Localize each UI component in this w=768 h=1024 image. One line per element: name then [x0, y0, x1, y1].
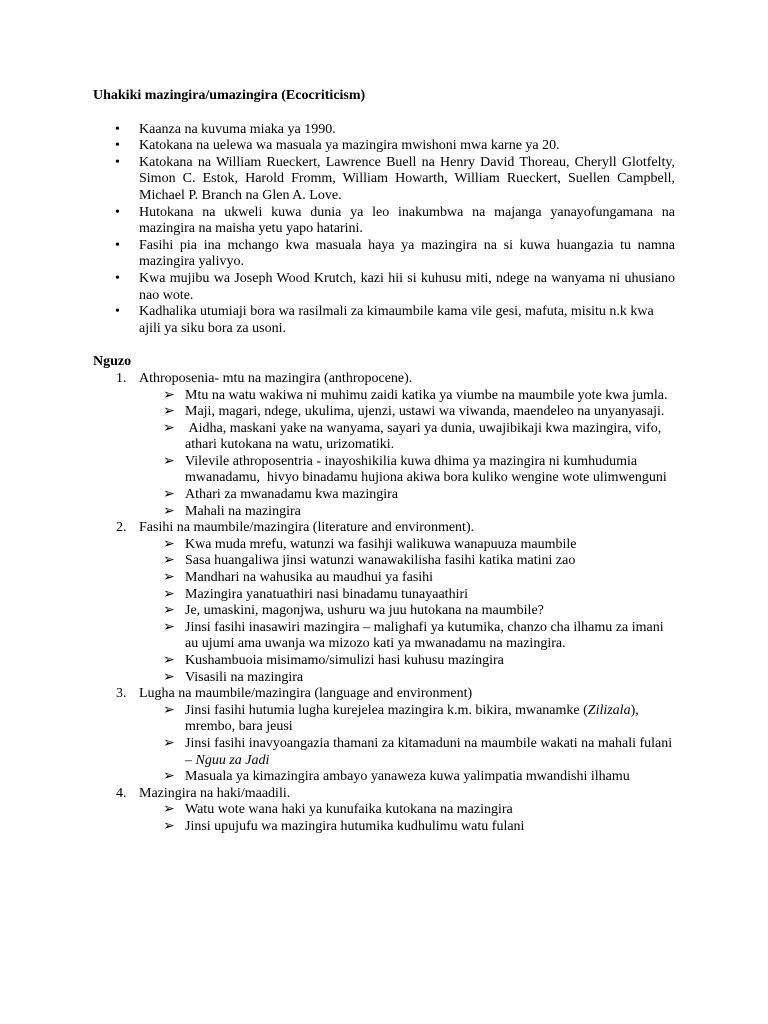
arrow-bullet-icon: ➢	[163, 553, 175, 569]
sub-list	[93, 537, 675, 686]
bullet-icon: •	[115, 121, 120, 137]
arrow-bullet-icon: ➢	[163, 586, 175, 602]
sub-list	[93, 388, 675, 521]
document-body	[93, 88, 675, 836]
sub-item: ➢ Jinsi fasihi inavyoangazia thamani za kitamaduni na maumbile wakati na mahali fulani – Nguu za Jadi	[163, 735, 676, 768]
arrow-bullet-icon: ➢	[163, 653, 175, 668]
arrow-bullet-icon: ➢	[163, 387, 175, 403]
bullet-icon: •	[115, 138, 120, 154]
sub-list	[93, 802, 675, 835]
item-heading: Athroposenia- mtu na mazingira (anthropocene).	[139, 370, 413, 386]
item-number: 3.	[116, 686, 127, 702]
sub-item: ➢ Jinsi fasihi inasawiri mazingira – malighafi ya kutumika, chanzo cha ilhamu za imani au ujumi ama uwanja wa mizozo kati ya mwanadamu na mazingira.	[163, 619, 664, 652]
bullet-item: • Kwa mujibu wa Joseph Wood Krutch, kazi hii si kuhusu miti, ndege na wanyama ni uhusiano nao wote.	[115, 270, 675, 303]
sub-item: ➢ Kwa muda mrefu, watunzi wa fasihji walikuwa wanapuuza maumbile	[163, 536, 577, 552]
bullet-icon: •	[115, 270, 120, 286]
numbered-item	[93, 786, 675, 803]
arrow-bullet-icon: ➢	[163, 603, 175, 619]
sub-list	[93, 703, 675, 786]
arrow-bullet-icon: ➢	[163, 735, 175, 751]
arrow-bullet-icon: ➢	[163, 453, 175, 469]
bullet-item: • Katokana na William Rueckert, Lawrence Buell na Henry David Thoreau, Cheryll Glotfelty, Simon C. Estok, Harold Fromm, William Howarth, William Rueckert, Suellen Campbell, Michael P. Branch na Glen A. Love.	[115, 154, 675, 203]
sub-item: ➢ Visasili na mazingira	[163, 669, 304, 685]
bullet-item: • Katokana na uelewa wa masuala ya mazingira mwishoni mwa karne ya 20.	[115, 138, 560, 154]
sub-item: ➢ Vilevile athroposentria - inayoshikilia kuwa dhima ya mazingira ni kumhudumia mwanadamu, hivyo binadamu hujiona akiwa bora kuliko wengine wote ulimwenguni	[163, 453, 667, 486]
item-number: 1.	[116, 370, 127, 386]
arrow-bullet-icon: ➢	[163, 487, 175, 503]
sub-item: ➢ Sasa huangaliwa jinsi watunzi wanawakilisha fasihi katika matini zao	[163, 553, 576, 569]
bullet-item: • Kadhalika utumiaji bora wa rasilmali za kimaumbile kama vile gesi, mafuta, misitu n.k kwa ajili ya siku bora za usoni.	[115, 304, 654, 336]
sub-item: ➢ Mtu na watu wakiwa ni muhimu zaidi katika ya viumbe na maumbile yote kwa jumla.	[163, 387, 668, 403]
sub-item: ➢ Mazingira yanatuathiri nasi binadamu tunayaathiri	[163, 586, 469, 602]
section-heading: Nguzo	[93, 354, 132, 370]
sub-item: ➢ Mahali na mazingira	[163, 503, 301, 519]
bullet-item: • Kaanza na kuvuma miaka ya 1990.	[115, 121, 336, 137]
bullet-icon: •	[115, 204, 120, 220]
sub-item: ➢ Masuala ya kimazingira ambayo yanaweza kuwa yalimpatia mwandishi ilhamu	[163, 769, 630, 785]
sub-item: ➢ Jinsi fasihi hutumia lugha kurejelea mazingira k.m. bikira, mwanamke (Zilizala), mrembo, bara jeusi	[163, 702, 639, 735]
arrow-bullet-icon: ➢	[163, 769, 175, 785]
item-number: 4.	[116, 785, 127, 801]
arrow-bullet-icon: ➢	[163, 702, 175, 718]
arrow-bullet-icon: ➢	[163, 420, 175, 436]
bullet-icon: •	[115, 304, 120, 320]
numbered-item	[93, 520, 675, 537]
sub-item: ➢ Watu wote wana haki ya kunufaika kutokana na mazingira	[163, 802, 513, 818]
bullet-icon: •	[115, 154, 120, 170]
arrow-bullet-icon: ➢	[163, 536, 175, 552]
sub-item: ➢ Aidha, maskani yake na wanyama, sayari ya dunia, uwajibikaji kwa mazingira, vifo, athari kutokana na watu, urizomatiki.	[163, 420, 665, 453]
sub-item: ➢ Mandhari na wahusika au maudhui ya fasihi	[163, 570, 434, 586]
bullet-item: • Fasihi pia ina mchango kwa masuala haya ya mazingira na si kuwa huangazia tu namna mazingira yalivyo.	[115, 237, 675, 270]
arrow-bullet-icon: ➢	[163, 503, 175, 519]
sub-item: ➢ Athari za mwanadamu kwa mazingira	[163, 487, 399, 503]
sub-item: ➢ Maji, magari, ndege, ukulima, ujenzi, ustawi wa viwanda, maendeleo na unyanyasaji.	[163, 404, 665, 420]
arrow-bullet-icon: ➢	[163, 619, 175, 635]
arrow-bullet-icon: ➢	[163, 802, 175, 818]
arrow-bullet-icon: ➢	[163, 570, 175, 586]
sub-item: ➢ Je, umaskini, magonjwa, ushuru wa juu hutokana na maumbile?	[163, 603, 544, 619]
item-heading: Mazingira na haki/maadili.	[139, 785, 291, 801]
numbered-item	[93, 371, 675, 388]
numbered-item	[93, 686, 675, 703]
intro-bullet-list	[93, 122, 675, 338]
bullet-icon: •	[115, 237, 120, 253]
arrow-bullet-icon: ➢	[163, 818, 175, 834]
sub-item: ➢ Jinsi upujufu wa mazingira hutumika kudhulimu watu fulani	[163, 818, 525, 834]
sub-item: ➢ Kushambuoia misimamo/simulizi hasi kuhusu mazingira	[163, 653, 504, 668]
item-heading: Lugha na maumbile/mazingira (language and environment)	[139, 686, 473, 702]
item-heading: Fasihi na maumbile/mazingira (literature and environment).	[139, 520, 475, 536]
arrow-bullet-icon: ➢	[163, 404, 175, 420]
arrow-bullet-icon: ➢	[163, 669, 175, 685]
document-title: Uhakiki mazingira/umazingira (Ecocriticism)	[93, 88, 366, 103]
item-number: 2.	[116, 520, 127, 536]
bullet-item: • Hutokana na ukweli kuwa dunia ya leo inakumbwa na majanga yanayofungamana na mazingira na maisha yetu yapo hatarini.	[115, 204, 675, 237]
